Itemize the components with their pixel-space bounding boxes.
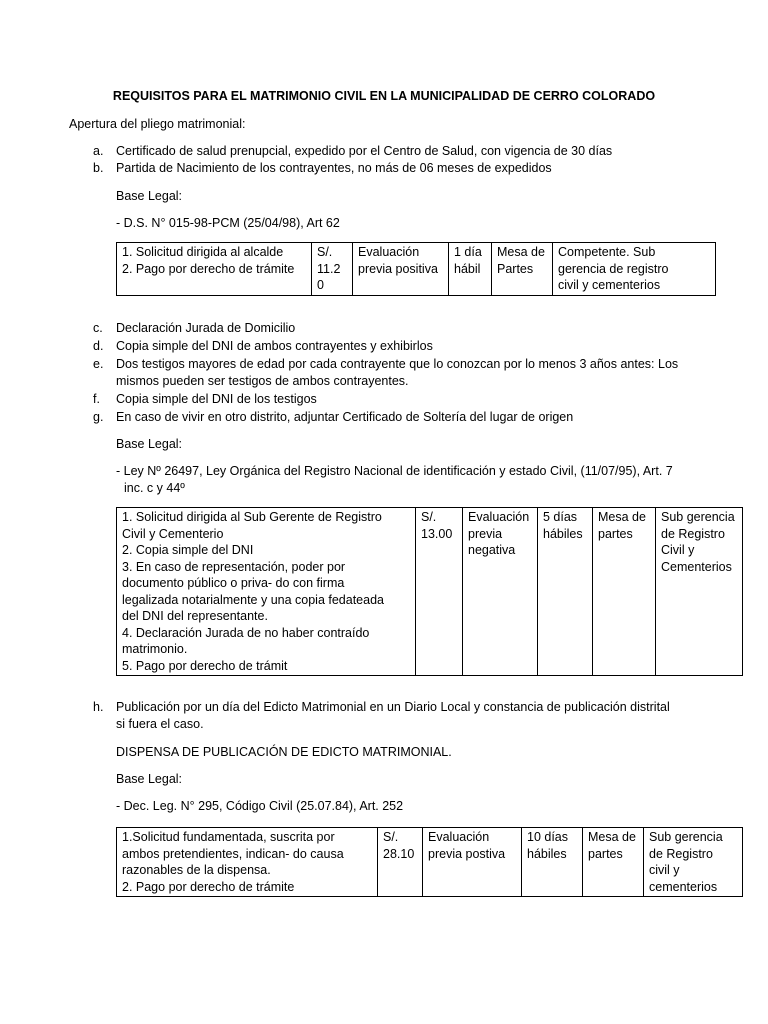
base-legal-label: Base Legal:: [116, 189, 183, 203]
base-legal-label: Base Legal:: [116, 437, 183, 451]
requirements-table-1: [116, 242, 716, 296]
evaluation-cell: Evaluación previa postiva: [423, 828, 522, 897]
evaluation-cell: Evaluación previa negativa: [463, 508, 538, 676]
table-row: [117, 828, 743, 897]
cost-cell: S/. 28.10: [378, 828, 423, 897]
time-cell: 10 días hábiles: [522, 828, 583, 897]
section-heading: Apertura del pliego matrimonial:: [69, 117, 246, 131]
office-cell: Mesa de partes: [583, 828, 644, 897]
requirements-cell: 1. Solicitud dirigida al Sub Gerente de Registro Civil y Cementerio 2. Copia simple del DNI 3. En caso de representación, poder por documento público o priva- do con firma legalizada notarialmente y una copia fedateada del DNI del representante. 4. Declaración Jurada de no haber contraído matrimonio. 5. Pago por derecho de trámit: [117, 508, 416, 676]
section-heading: DISPENSA DE PUBLICACIÓN DE EDICTO MATRIMONIAL.: [116, 745, 452, 759]
requirements-table-2: [116, 507, 743, 676]
legal-reference: - Dec. Leg. N° 295, Código Civil (25.07.84), Art. 252: [116, 799, 404, 813]
office-cell: Mesa de partes: [593, 508, 656, 676]
document-title: REQUISITOS PARA EL MATRIMONIO CIVIL EN LA MUNICIPALIDAD DE CERRO COLORADO: [112, 89, 656, 103]
cost-cell: S/. 11.2 0: [312, 243, 353, 296]
table-row: [117, 243, 716, 296]
legal-reference: - D.S. N° 015-98-PCM (25/04/98), Art 62: [116, 216, 340, 230]
time-cell: 5 días hábiles: [538, 508, 593, 676]
base-legal-label: Base Legal:: [116, 772, 183, 786]
legal-reference: - Ley Nº 26497, Ley Orgánica del Registro Nacional de identificación y estado Civil, (11/07/95), Art. 7: [116, 464, 673, 478]
time-cell: 1 día hábil: [449, 243, 492, 296]
legal-reference-cont: inc. c y 44º: [124, 481, 185, 495]
authority-cell: Sub gerencia de Registro civil y cementerios: [644, 828, 743, 897]
authority-cell: Sub gerencia de Registro Civil y Cementerios: [656, 508, 743, 676]
cost-cell: S/. 13.00: [416, 508, 463, 676]
requirements-table-3: [116, 827, 743, 897]
requirements-cell: 1.Solicitud fundamentada, suscrita por ambos pretendientes, indican- do causa razonables de la dispensa. 2. Pago por derecho de trámite: [117, 828, 378, 897]
evaluation-cell: Evaluación previa positiva: [353, 243, 449, 296]
authority-cell: Competente. Sub gerencia de registro civil y cementerios: [553, 243, 716, 296]
table-row: [117, 508, 743, 676]
requirements-cell: 1. Solicitud dirigida al alcalde 2. Pago por derecho de trámite: [117, 243, 312, 296]
office-cell: Mesa de Partes: [492, 243, 553, 296]
